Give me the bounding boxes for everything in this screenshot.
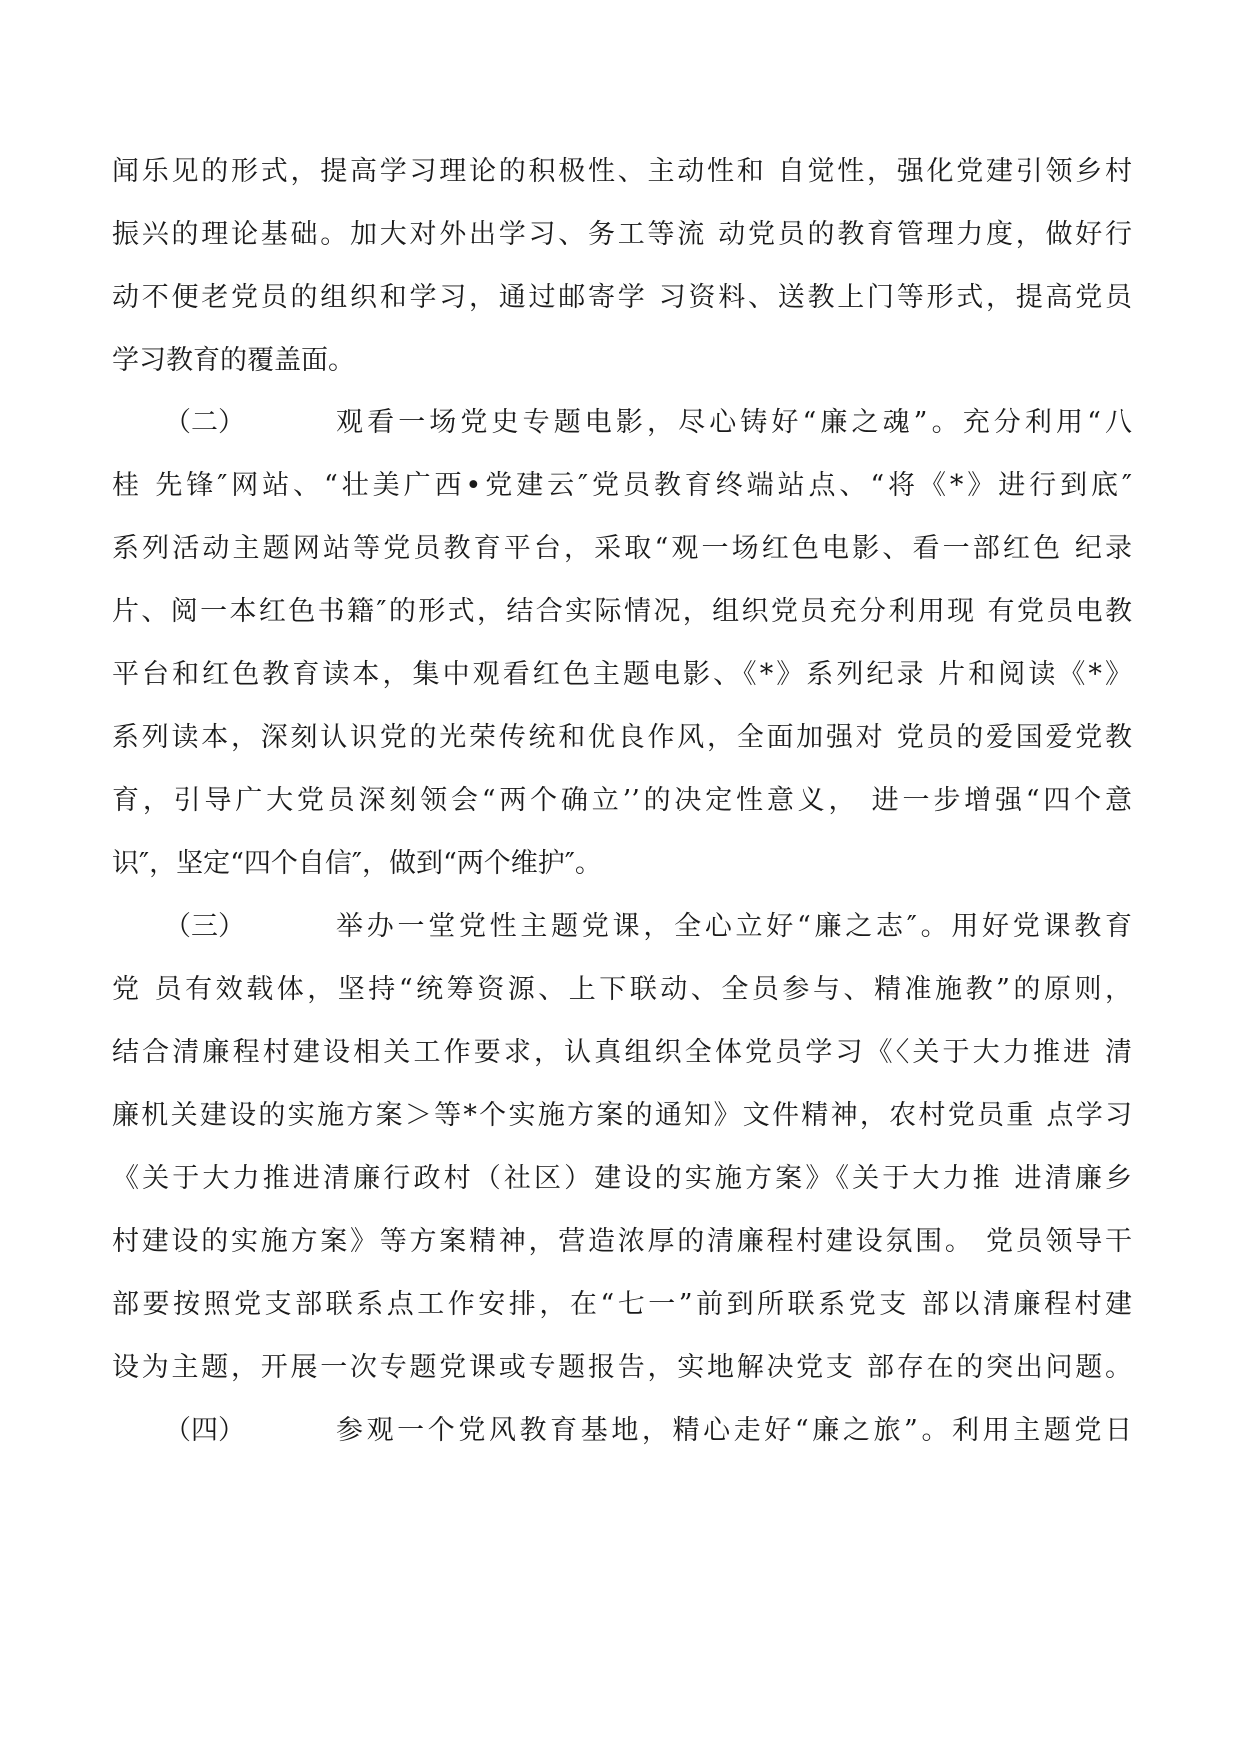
- section-first-line: 举办一堂党性主题党课，全心立好“廉之志″。用好党课教育: [336, 911, 1132, 942]
- body-line: 桂 先锋″网站、“壮美广西•党建云″党员教育终端站点、“将《*》进行到底″: [112, 470, 1132, 501]
- section-marker: （二）: [164, 407, 245, 438]
- body-line: 系列读本，深刻认识党的光荣传统和优良作风，全面加强对 党员的爱国爱党教: [112, 722, 1132, 753]
- section-first-line: 观看一场党史专题电影，尽心铸好“廉之魂”。充分利用“八: [336, 407, 1132, 438]
- body-line: 片、阅一本红色书籍″的形式，结合实际情况，组织党员充分利用现 有党员电教: [112, 596, 1132, 627]
- body-line: 识″，坚定“四个自信″，做到“两个维护″。: [112, 848, 602, 879]
- body-line: 廉机关建设的实施方案＞等*个实施方案的通知》文件精神，农村党员重 点学习: [112, 1100, 1132, 1131]
- body-line: 结合清廉程村建设相关工作要求，认真组织全体党员学习《〈关于大力推进 清: [112, 1037, 1132, 1068]
- body-line: 平台和红色教育读本，集中观看红色主题电影、《*》系列纪录 片和阅读《*》: [112, 659, 1132, 690]
- section-heading-2: [112, 405, 1132, 441]
- section-heading-3: [112, 909, 1132, 945]
- body-line: 村建设的实施方案》等方案精神，营造浓厚的清廉程村建设氛围。 党员领导干: [112, 1226, 1132, 1257]
- body-line: 振兴的理论基础。加大对外出学习、务工等流 动党员的教育管理力度，做好行: [112, 219, 1132, 250]
- body-line: 学习教育的覆盖面。: [112, 345, 355, 376]
- body-line: 《关于大力推进清廉行政村（社区）建设的实施方案》《关于大力推 进清廉乡: [112, 1163, 1132, 1194]
- section-marker: （三）: [164, 911, 245, 942]
- section-marker: （四）: [164, 1415, 245, 1446]
- section-first-line: 参观一个党风教育基地，精心走好“廉之旅”。利用主题党日: [336, 1415, 1132, 1446]
- body-line: 党 员有效载体，坚持“统筹资源、上下联动、全员参与、精准施教”的原则，: [112, 974, 1132, 1005]
- body-line: 育，引导广大党员深刻领会“两个确立’’的决定性意义， 进一步增强“四个意: [112, 785, 1132, 816]
- body-line: 部要按照党支部联系点工作安排，在“七一”前到所联系党支 部以清廉程村建: [112, 1289, 1133, 1320]
- body-line: 闻乐见的形式，提高学习理论的积极性、主动性和 自觉性，强化党建引领乡村: [112, 156, 1132, 187]
- body-line: 系列活动主题网站等党员教育平台，采取“观一场红色电影、看一部红色 纪录: [112, 533, 1132, 564]
- body-line: 设为主题，开展一次专题党课或专题报告，实地解决党支 部存在的突出问题。: [112, 1352, 1132, 1383]
- body-line: 动不便老党员的组织和学习，通过邮寄学 习资料、送教上门等形式，提高党员: [112, 282, 1132, 313]
- section-heading-4: [112, 1413, 1132, 1449]
